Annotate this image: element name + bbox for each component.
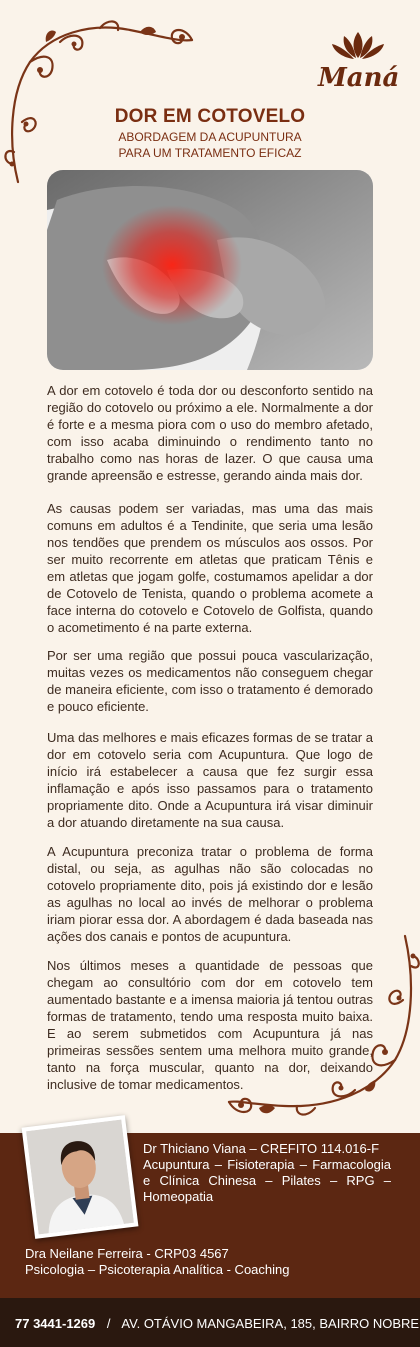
article-paragraph-5: A Acupuntura preconiza tratar o problema de forma distal, ou seja, as agulhas não são colocadas no cotovelo propriamente dito, pois já existindo dor e lesão as agulhas no local ao invés de melhorar o problema iriam piorar essa dor. A abordagem é dada baseada nas ações dos canais e pontos de acupuntura. — [47, 844, 373, 944]
article-paragraph-3: Por ser uma região que possui pouca vascularização, muitas vezes os medicamentos não conseguem chegar de maneira eficiente, com isso o tratamento é demorado e pouco eficiente. — [47, 648, 373, 714]
article-paragraph-4: Uma das melhores e mais eficazes formas de se tratar a dor em cotovelo seria com Acupuntura. Que logo de início irá estabelecer a causa que fez surgir essa inflamação e após isso passamos para o tratamento propriamente dito. Onde a Acupuntura irá visar diminuir a dor atuando diretamente na sua causa. — [47, 730, 373, 830]
subtitle-line-1: ABORDAGEM DA ACUPUNTURA — [118, 130, 302, 144]
address: AV. OTÁVIO MANGABEIRA, 185, BAIRRO NOBRE — [121, 1316, 420, 1331]
contact-separator: / — [106, 1316, 111, 1331]
doctor-avatar — [22, 1115, 139, 1239]
article-paragraph-6: Nos últimos meses a quantidade de pessoas que chegam ao consultório com dor em cotovelo tem aumentado bastante e a imensa maioria já tentou outras formas de tratamento, tendo uma resposta muito baixa. E ao serem submetidos com Acupuntura já nas primeiras sessões sentem uma melhora muito grande, tanto na força muscular, quanto na dor, deixando inclusive de tomar medicamentos. — [47, 958, 373, 1092]
article-paragraph-1: A dor em cotovelo é toda dor ou desconforto sentido na região do cotovelo ou próximo a ele. Normalmente a dor é forte e a mesma piora com o uso do membro afetado, com isso acaba diminuindo o rendimento tanto no trabalho como nas horas de lazer. O que causa uma grande apreensão e estresse, gerando ainda mais dor. — [47, 383, 373, 483]
article-paragraph-2: As causas podem ser variadas, mas uma das mais comuns em adultos é a Tendinite, que seria uma lesão nos tendões que prendem os músculos aos ossos. Por ser muito recorrente em atletas que praticam Tênis e em atletas que jogam golfe, costumamos apelidar a dor de Cotovelo de Tenista, quando o problema acomete a face interna do cotovelo e Cotovelo de Golfista, quando o acometimento é na parte externa. — [47, 501, 373, 635]
subtitle-line-2: PARA UM TRATAMENTO EFICAZ — [118, 146, 302, 160]
page-title: DOR EM COTOVELO — [114, 106, 306, 127]
page-subtitle — [0, 129, 420, 161]
doctor-1-specialties: Acupuntura – Fisioterapia – Farmacologia e Clínica Chinesa – Pilates – RPG – Homeopatia — [143, 1157, 391, 1204]
elbow-pain-photo — [47, 170, 373, 370]
doctor-1-info — [143, 1141, 391, 1205]
contact-line — [15, 1316, 419, 1331]
doctor-2-name: Dra Neilane Ferreira - CRP03 4567 — [25, 1246, 229, 1261]
brand-name: Maná — [318, 63, 400, 93]
doctor-2-specialties: Psicologia – Psicoterapia Analítica - Coaching — [25, 1262, 290, 1277]
brand-logo — [318, 30, 398, 91]
doctor-2-info — [25, 1246, 405, 1278]
flourish-bottom-right-ornament — [225, 930, 420, 1122]
phone-number[interactable]: 77 3441-1269 — [15, 1316, 96, 1331]
lotus-icon — [326, 30, 390, 60]
doctor-1-name: Dr Thiciano Viana – CREFITO 114.016-F — [143, 1141, 380, 1156]
